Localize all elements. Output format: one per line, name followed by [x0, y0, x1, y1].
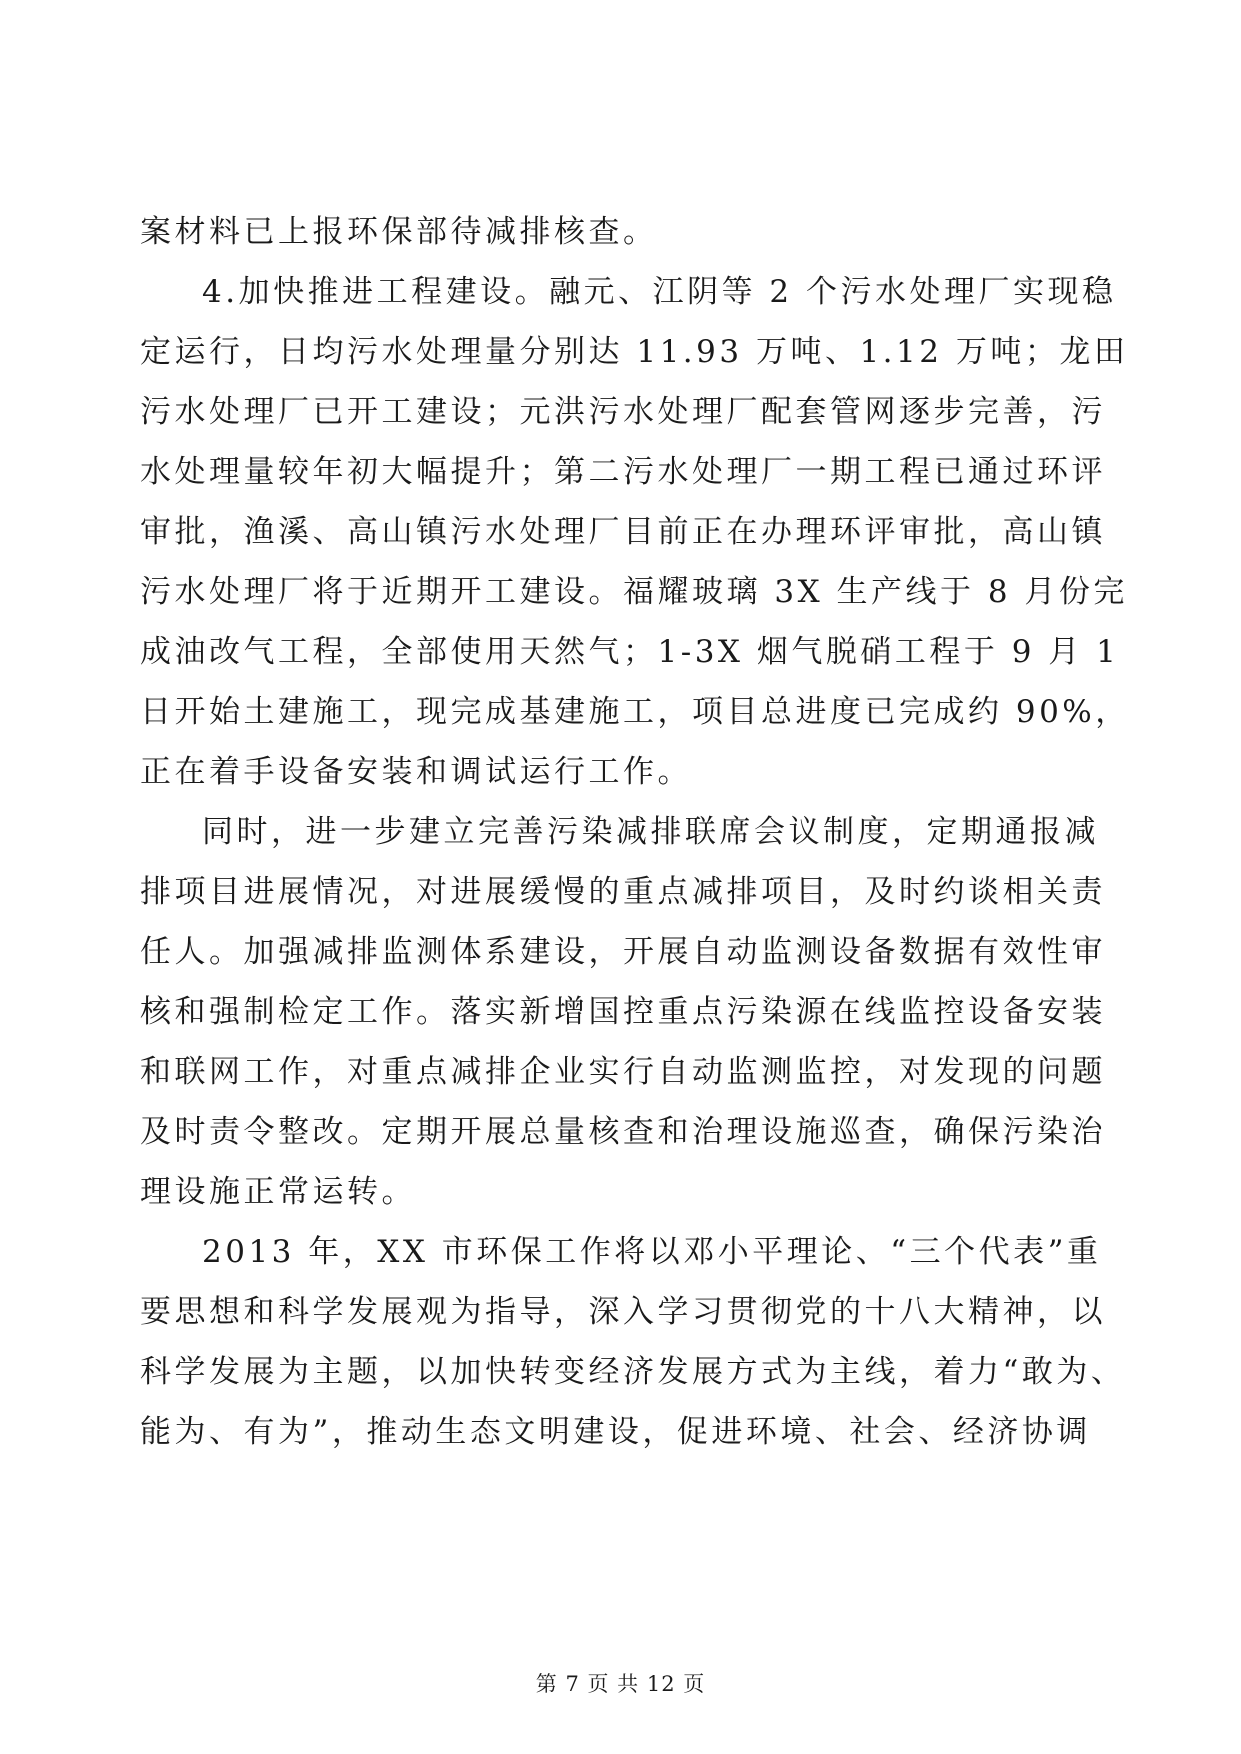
paragraph-start-line: 4.加快推进工程建设。融元、江阴等 2 个污水处理厂实现稳 [202, 274, 1117, 310]
text-line: 和联网工作，对重点减排企业实行自动监测监控，对发现的问题 [140, 1054, 1106, 1090]
text-line: 正在着手设备安装和调试运行工作。 [140, 754, 692, 790]
text-line: 水处理量较年初大幅提升；第二污水处理厂一期工程已通过环评 [140, 454, 1106, 490]
text-line: 核和强制检定工作。落实新增国控重点污染源在线监控设备安装 [140, 994, 1106, 1030]
body-text [140, 202, 1130, 1462]
text-line: 定运行，日均污水处理量分别达 11.93 万吨、1.12 万吨；龙田 [140, 334, 1129, 370]
text-line: 要思想和科学发展观为指导，深入学习贯彻党的十八大精神，以 [140, 1294, 1106, 1330]
text-line: 审批，渔溪、高山镇污水处理厂目前正在办理环评审批，高山镇 [140, 514, 1106, 550]
text-line: 及时责令整改。定期开展总量核查和治理设施巡查，确保污染治 [140, 1114, 1106, 1150]
text-line: 日开始土建施工，现完成基建施工，项目总进度已完成约 90%， [140, 694, 1130, 730]
text-line: 任人。加强减排监测体系建设，开展自动监测设备数据有效性审 [140, 934, 1106, 970]
text-line: 污水处理厂将于近期开工建设。福耀玻璃 3X 生产线于 8 月份完 [140, 574, 1128, 610]
text-line: 成油改气工程，全部使用天然气；1-3X 烟气脱硝工程于 9 月 1 [140, 634, 1120, 670]
text-line: 理设施正常运转。 [140, 1174, 416, 1210]
paragraph-start-line: 2013 年，XX 市环保工作将以邓小平理论、“三个代表”重 [202, 1234, 1102, 1270]
text-line: 能为、有为”，推动生态文明建设，促进环境、社会、经济协调 [140, 1414, 1091, 1450]
text-line: 科学发展为主题，以加快转变经济发展方式为主线，着力“敢为、 [140, 1354, 1126, 1390]
text-line: 案材料已上报环保部待减排核查。 [140, 214, 658, 250]
text-line: 污水处理厂已开工建设；元洪污水处理厂配套管网逐步完善，污 [140, 394, 1106, 430]
text-line: 排项目进展情况，对进展缓慢的重点减排项目，及时约谈相关责 [140, 874, 1106, 910]
page-number-footer: 第 7 页 共 12 页 [535, 1672, 706, 1696]
paragraph-start-line: 同时，进一步建立完善污染减排联席会议制度，定期通报减 [202, 814, 1099, 850]
